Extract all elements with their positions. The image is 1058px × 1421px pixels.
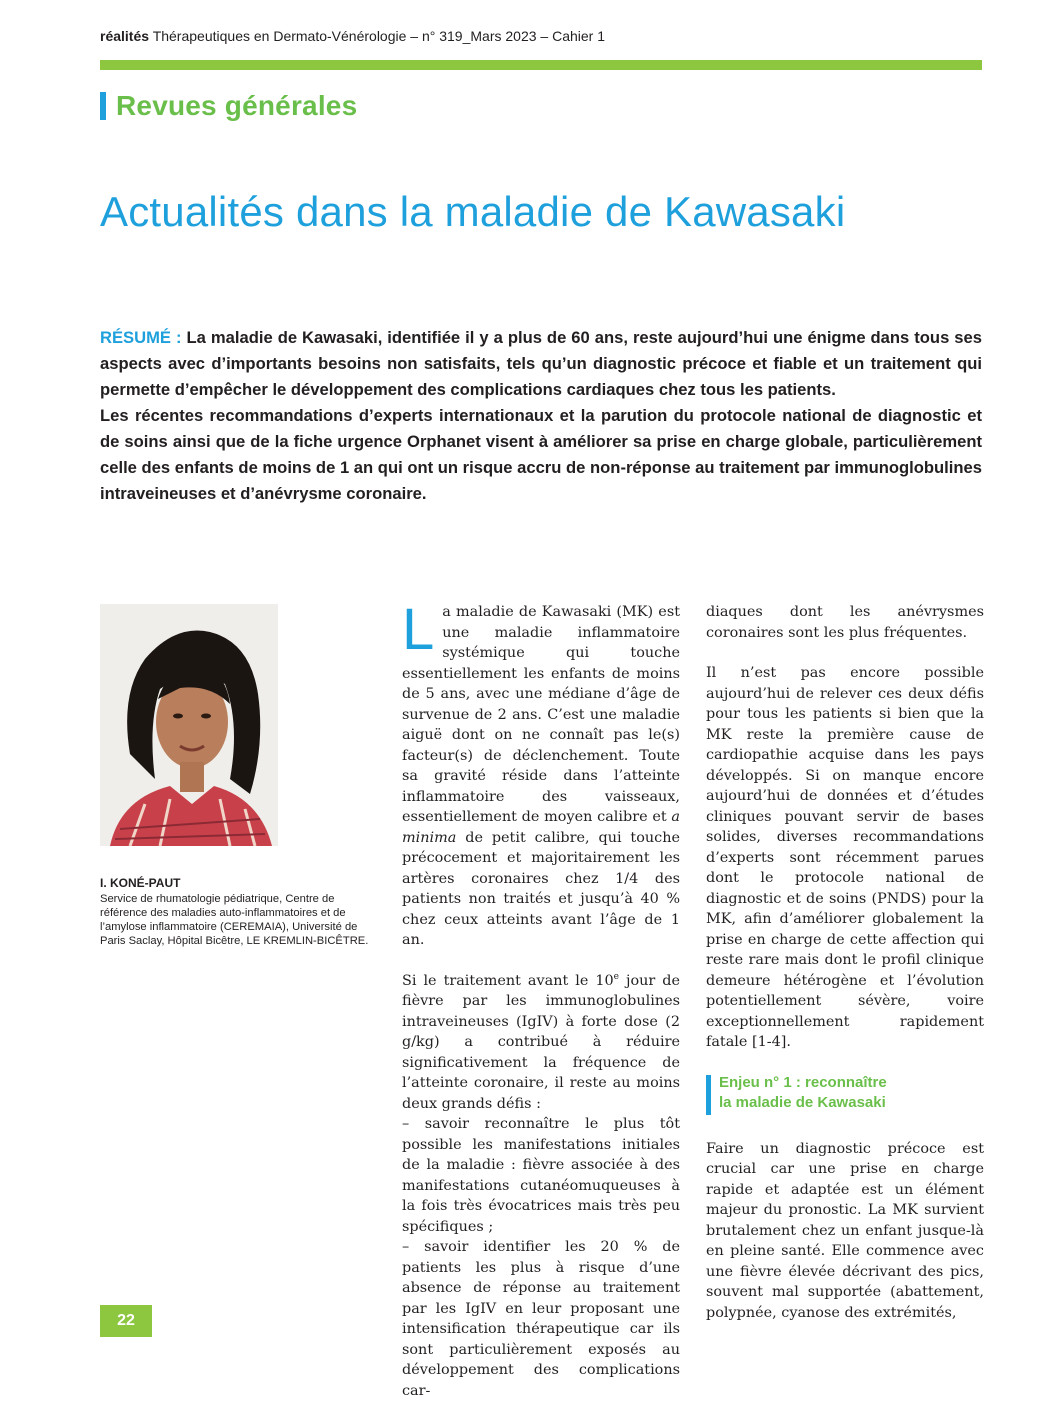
challenges-paragraph bbox=[402, 971, 680, 1115]
page-number: 22 bbox=[100, 1305, 152, 1337]
intro-italic: a minima bbox=[402, 809, 680, 846]
author-photo bbox=[100, 604, 278, 846]
author-block bbox=[100, 876, 370, 948]
journal-issue: Thérapeutiques en Dermato-Vénérologie – n° 319_Mars 2023 – Cahier 1 bbox=[152, 28, 606, 44]
subheading-text bbox=[719, 1073, 887, 1113]
abstract-text-1: La maladie de Kawasaki, identifiée il y a plus de 60 ans, reste aujourd’hui une énigme dans tous ses aspects avec d’importants besoins non satisfaits, tels qu’un diagnostic précoce et fiable et un traitement qui permette d’empêcher le développement des complications cardiaques chez tous les patients. bbox=[100, 328, 982, 399]
continued-paragraph: diaques dont les anévrysmes coronaires sont les plus fréquentes. bbox=[706, 604, 984, 641]
author-name: I. KONÉ-PAUT bbox=[100, 876, 181, 890]
drop-cap: L bbox=[402, 597, 435, 662]
subheading-bar bbox=[706, 1075, 711, 1115]
context-paragraph: Il n’est pas encore possible aujourd’hui de relever ces deux défis pour tous les patients si bien que la MK reste la première cause de cardiopathie acquise dans les pays développés. Si on manque encore aujourd’hui de données et d’études cliniques pouvant servir de bases solides, diverses recommandations d’experts sont récemment parues dont le protocole national de diagnostic et de soins (PNDS) pour la MK, afin d’améliorer globalement la prise en charge de cette affection qui reste rare mais dont le profil clinique demeure hétérogène et l’évolution potentiellement sévère, voire exceptionnellement rapidement fatale [1-4]. bbox=[706, 665, 984, 1050]
author-affiliation: Service de rhumatologie pédiatrique, Centre de référence des maladies auto-inflammatoires et de l’amylose inflammatoire (CEREMAIA), Université de Paris Saclay, Hôpital Bicêtre, LE KREMLIN-BICÊTRE. bbox=[100, 893, 369, 947]
challenge-bullet-1: – savoir reconnaître le plus tôt possible les manifestations initiales de la maladie : fièvre associée à des manifestations cutanéomuqueuses à la fois très évocatrices mais très peu spécifiques ; bbox=[402, 1116, 680, 1235]
diagnosis-paragraph: Faire un diagnostic précoce est crucial car une prise en charge rapide et adaptée est un élément majeur du pronostic. La MK survient brutalement chez un enfant jusque-là en pleine santé. Elle commence avec une fièvre élevée décrivant des pics, souvent mal supportée (abattement, polypnée, cyanose des extrémités, bbox=[706, 1140, 984, 1321]
section-name: Revues générales bbox=[116, 90, 358, 121]
running-head bbox=[100, 28, 980, 44]
subheading-line-1: Enjeu n° 1 : reconnaître bbox=[719, 1073, 887, 1091]
section-label bbox=[100, 90, 357, 122]
body-column-2 bbox=[706, 602, 984, 1343]
author-portrait-illustration bbox=[100, 604, 278, 846]
superscript-e: e bbox=[613, 971, 619, 982]
subheading-line-2: la maladie de Kawasaki bbox=[719, 1093, 886, 1111]
intro-text-end: de petit calibre, qui touche précocement et majoritairement les artères coronaires chez 1/4 des patients non traités et jusqu’à 40 % chez ceux atteints avant l’âge de 1 an. bbox=[402, 829, 680, 948]
article-title: Actualités dans la maladie de Kawasaki bbox=[100, 188, 846, 235]
abstract-paragraph-2: Les récentes recommandations d’experts internationaux et la parution du protocole national de diagnostic et de soins ainsi que de la fiche urgence Orphanet visent à améliorer sa prise en charge globale, particulièrement celle des enfants de moins de 1 an qui ont un risque accru de non-réponse au traitement par immunoglobulines intraveineuses et d’anévrysme coronaire. bbox=[100, 406, 982, 503]
abstract bbox=[100, 325, 982, 507]
journal-brand: réalités bbox=[100, 28, 150, 44]
header-rule bbox=[100, 60, 982, 70]
abstract-label: RÉSUMÉ : bbox=[100, 328, 182, 347]
abstract-paragraph-1 bbox=[100, 325, 982, 403]
intro-text: a maladie de Kawasaki (MK) est une maladie inflammatoire systémique qui touche essentiellement les enfants de moins de 5 ans, avec une médiane d’âge de survenue de 2 ans. C’est une maladie aiguë dont on ne connaît pas le(s) facteur(s) de déclenchement. Toute sa gravité réside dans l’atteinte inflammatoire des vaisseaux, essentiellement de moyen calibre et bbox=[402, 604, 680, 825]
subheading bbox=[706, 1073, 984, 1115]
section-bar bbox=[100, 92, 106, 120]
challenges-text-b: jour de fièvre par les immunoglobulines intraveineuses (IgIV) à forte dose (2 g/kg) a contribué à réduire significativement la fréquence de l’atteinte coronaire, il reste au moins deux grands défis : bbox=[402, 972, 680, 1112]
intro-paragraph bbox=[402, 597, 680, 951]
challenge-bullet-2: – savoir identifier les 20 % de patients les plus à risque d’une absence de réponse au traitement par les IgIV en leur proposant une intensification thérapeutique car ils sont particulièrement exposés au développement des complications car- bbox=[402, 1239, 680, 1399]
challenges-text-a: Si le traitement avant le 10 bbox=[402, 972, 614, 989]
body-column-1 bbox=[402, 597, 680, 1421]
